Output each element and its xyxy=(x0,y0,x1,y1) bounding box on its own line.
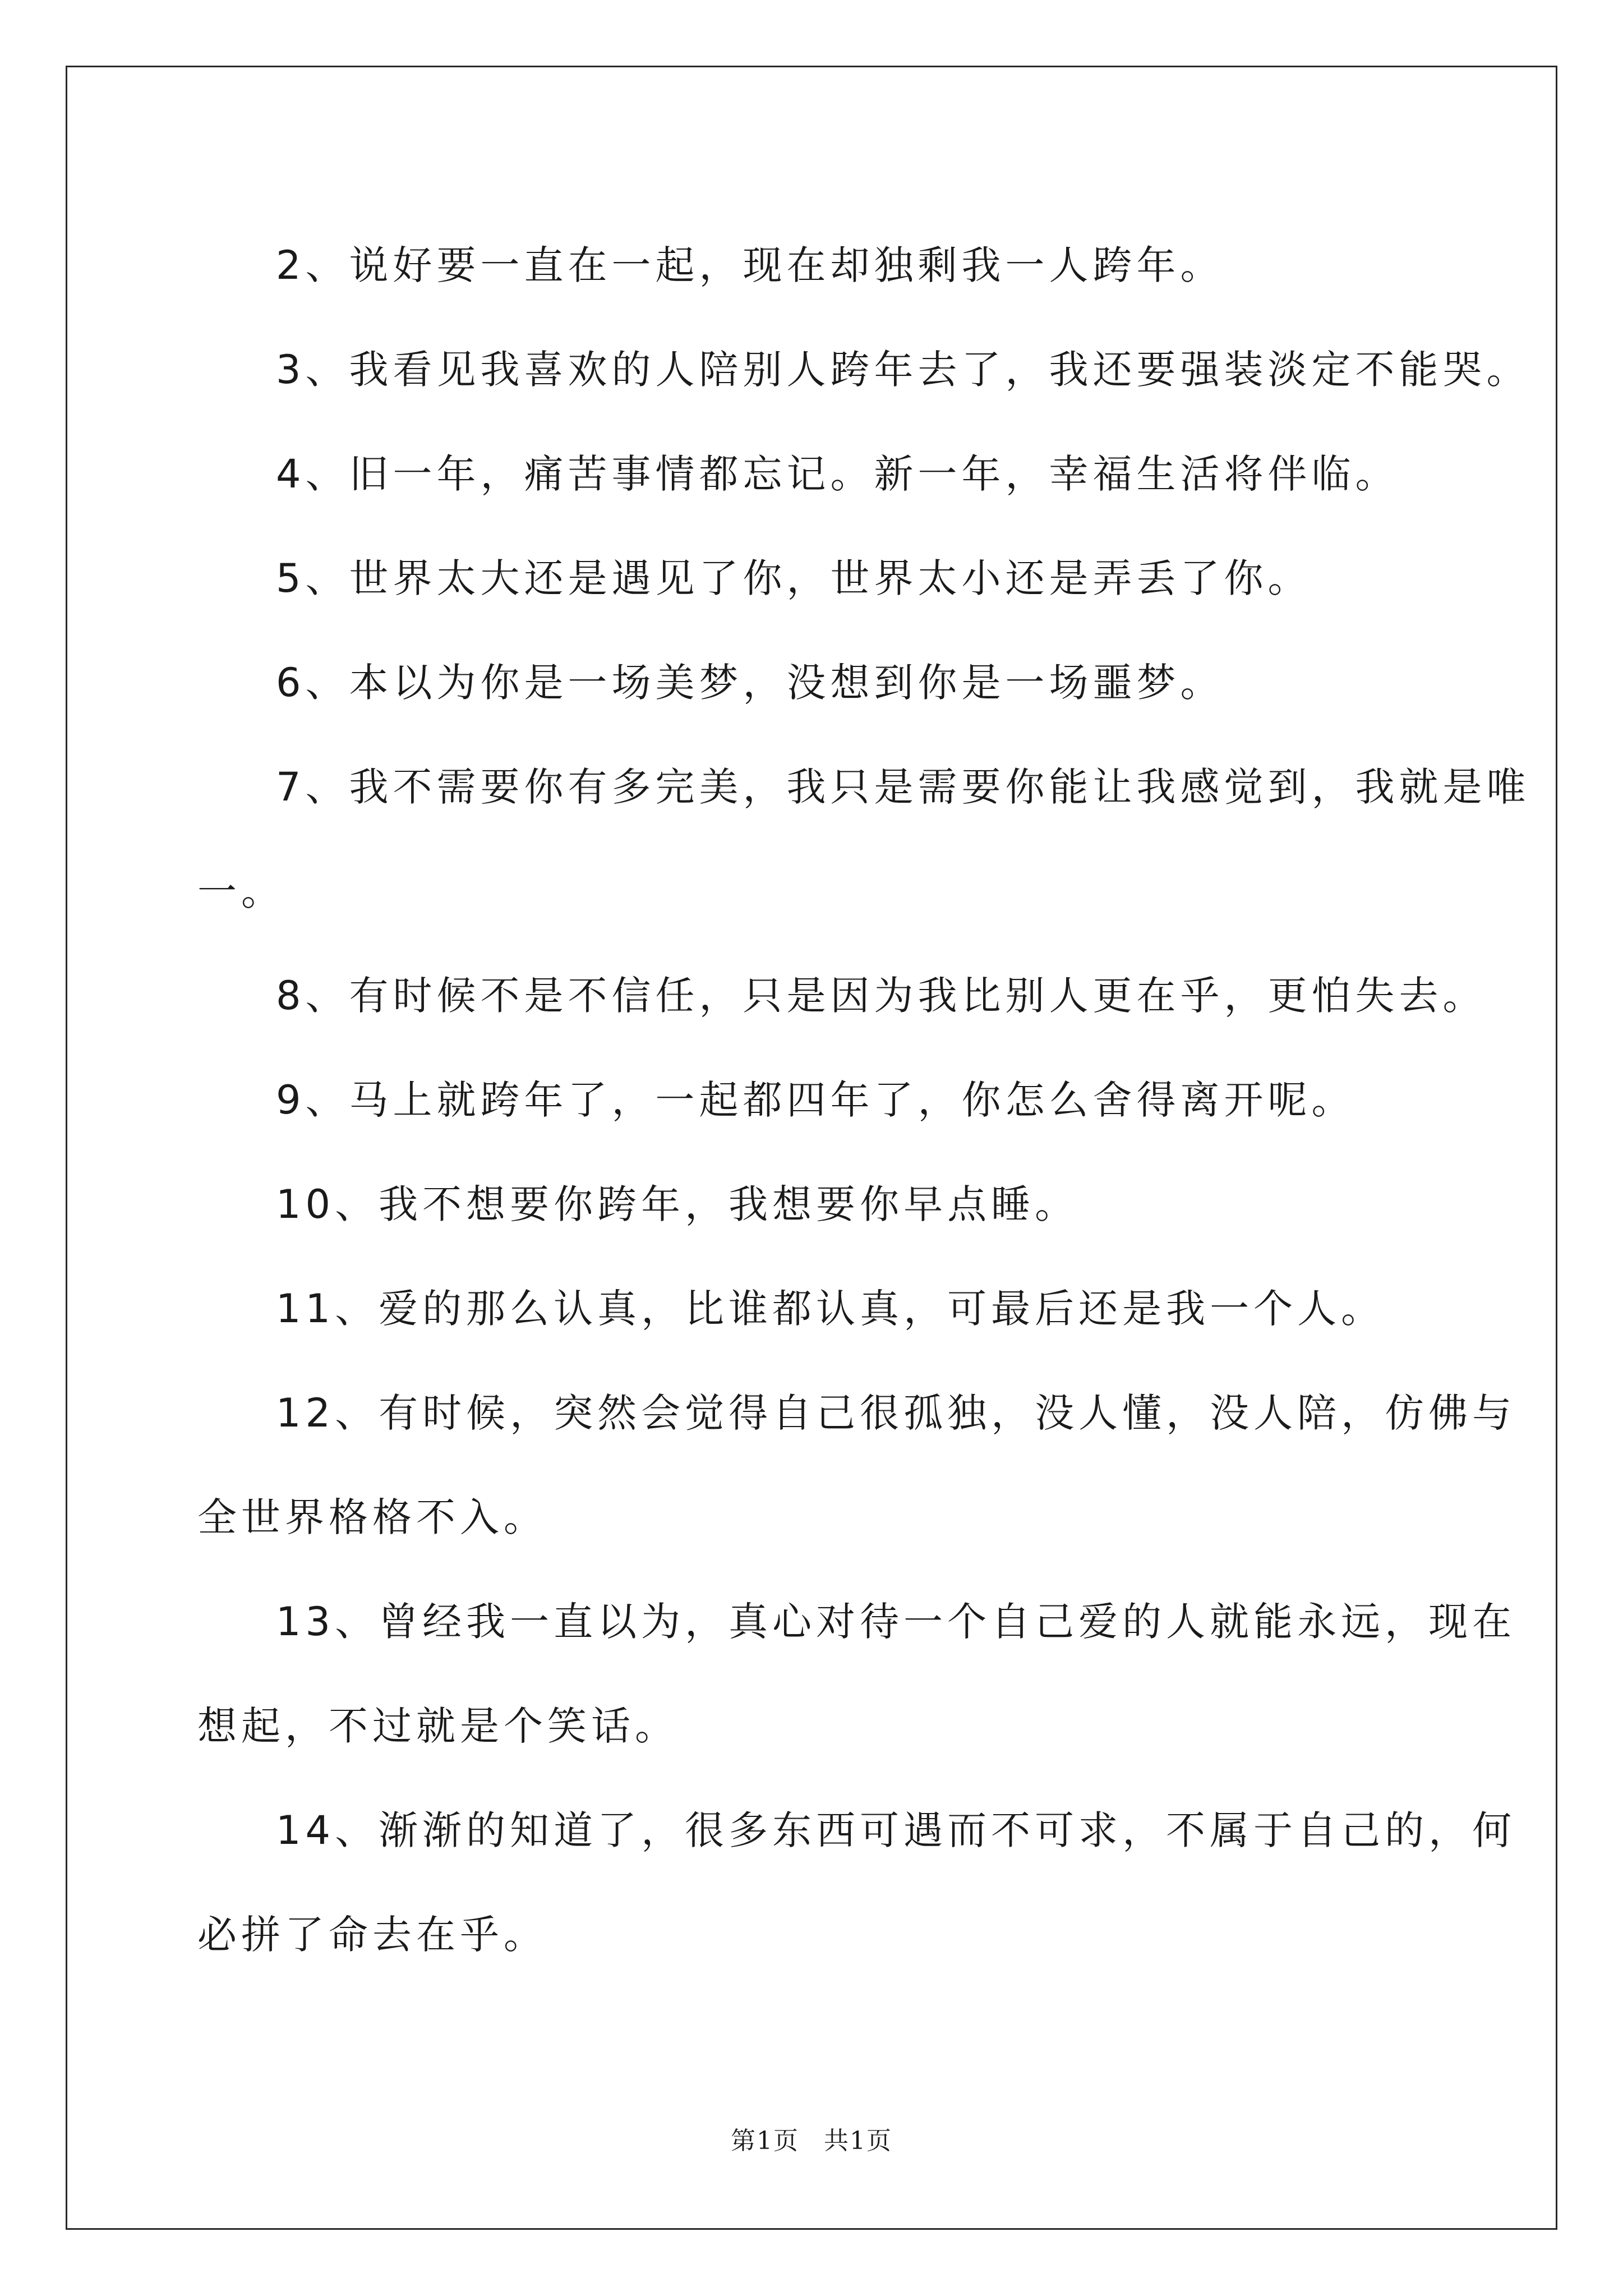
paragraph-line: 想起，不过就是个笑话。 xyxy=(197,1703,679,1749)
paragraph-7 xyxy=(197,944,1487,1048)
document-body xyxy=(197,213,1530,1987)
paragraph-line: 5、世界太大还是遇见了你，世界太小还是弄丢了你。 xyxy=(276,555,1312,601)
paragraph-line: 3、我看见我喜欢的人陪别人跨年去了，我还要强装淡定不能哭。 xyxy=(276,347,1530,393)
paragraph-8 xyxy=(197,1048,1454,1152)
paragraph-line: 7、我不需要你有多完美，我只是需要你能让我感觉到，我就是唯 xyxy=(276,764,1530,810)
paragraph-10 xyxy=(197,1257,1454,1361)
paragraph-1 xyxy=(197,213,1454,318)
paragraph-line: 10、我不想要你跨年，我想要你早点睡。 xyxy=(276,1181,1079,1227)
paragraph-line: 2、说好要一直在一起，现在却独剩我一人跨年。 xyxy=(276,242,1224,288)
paragraph-line: 全世界格格不入。 xyxy=(197,1494,547,1540)
page-footer xyxy=(0,2120,1623,2156)
paragraph-3 xyxy=(197,422,1454,526)
page-number-current: 第1页 xyxy=(731,2127,799,2155)
paragraph-line: 11、爱的那么认真，比谁都认真，可最后还是我一个人。 xyxy=(276,1286,1385,1332)
page-number-total: 共1页 xyxy=(824,2127,892,2155)
paragraph-9 xyxy=(197,1152,1454,1257)
paragraph-line: 一。 xyxy=(197,868,285,914)
paragraph-line: 13、曾经我一直以为，真心对待一个自己爱的人就能永远，现在 xyxy=(276,1599,1516,1645)
paragraph-12 xyxy=(197,1570,1516,1778)
paragraph-5 xyxy=(197,631,1454,735)
paragraph-4 xyxy=(197,526,1454,631)
paragraph-11 xyxy=(197,1361,1516,1570)
paragraph-6 xyxy=(197,735,1530,944)
paragraph-13 xyxy=(197,1778,1516,1987)
paragraph-line: 必拼了命去在乎。 xyxy=(197,1912,547,1958)
paragraph-line: 8、有时候不是不信任，只是因为我比别人更在乎，更怕失去。 xyxy=(276,973,1487,1019)
paragraph-2 xyxy=(197,318,1530,422)
paragraph-line: 14、渐渐的知道了，很多东西可遇而不可求，不属于自己的，何 xyxy=(276,1807,1516,1853)
paragraph-line: 12、有时候，突然会觉得自己很孤独，没人懂，没人陪，仿佛与 xyxy=(276,1390,1516,1436)
paragraph-line: 9、马上就跨年了，一起都四年了，你怎么舍得离开呢。 xyxy=(276,1077,1355,1123)
paragraph-line: 6、本以为你是一场美梦，没想到你是一场噩梦。 xyxy=(276,660,1224,706)
paragraph-line: 4、旧一年，痛苦事情都忘记。新一年，幸福生活将伴临。 xyxy=(276,451,1399,497)
